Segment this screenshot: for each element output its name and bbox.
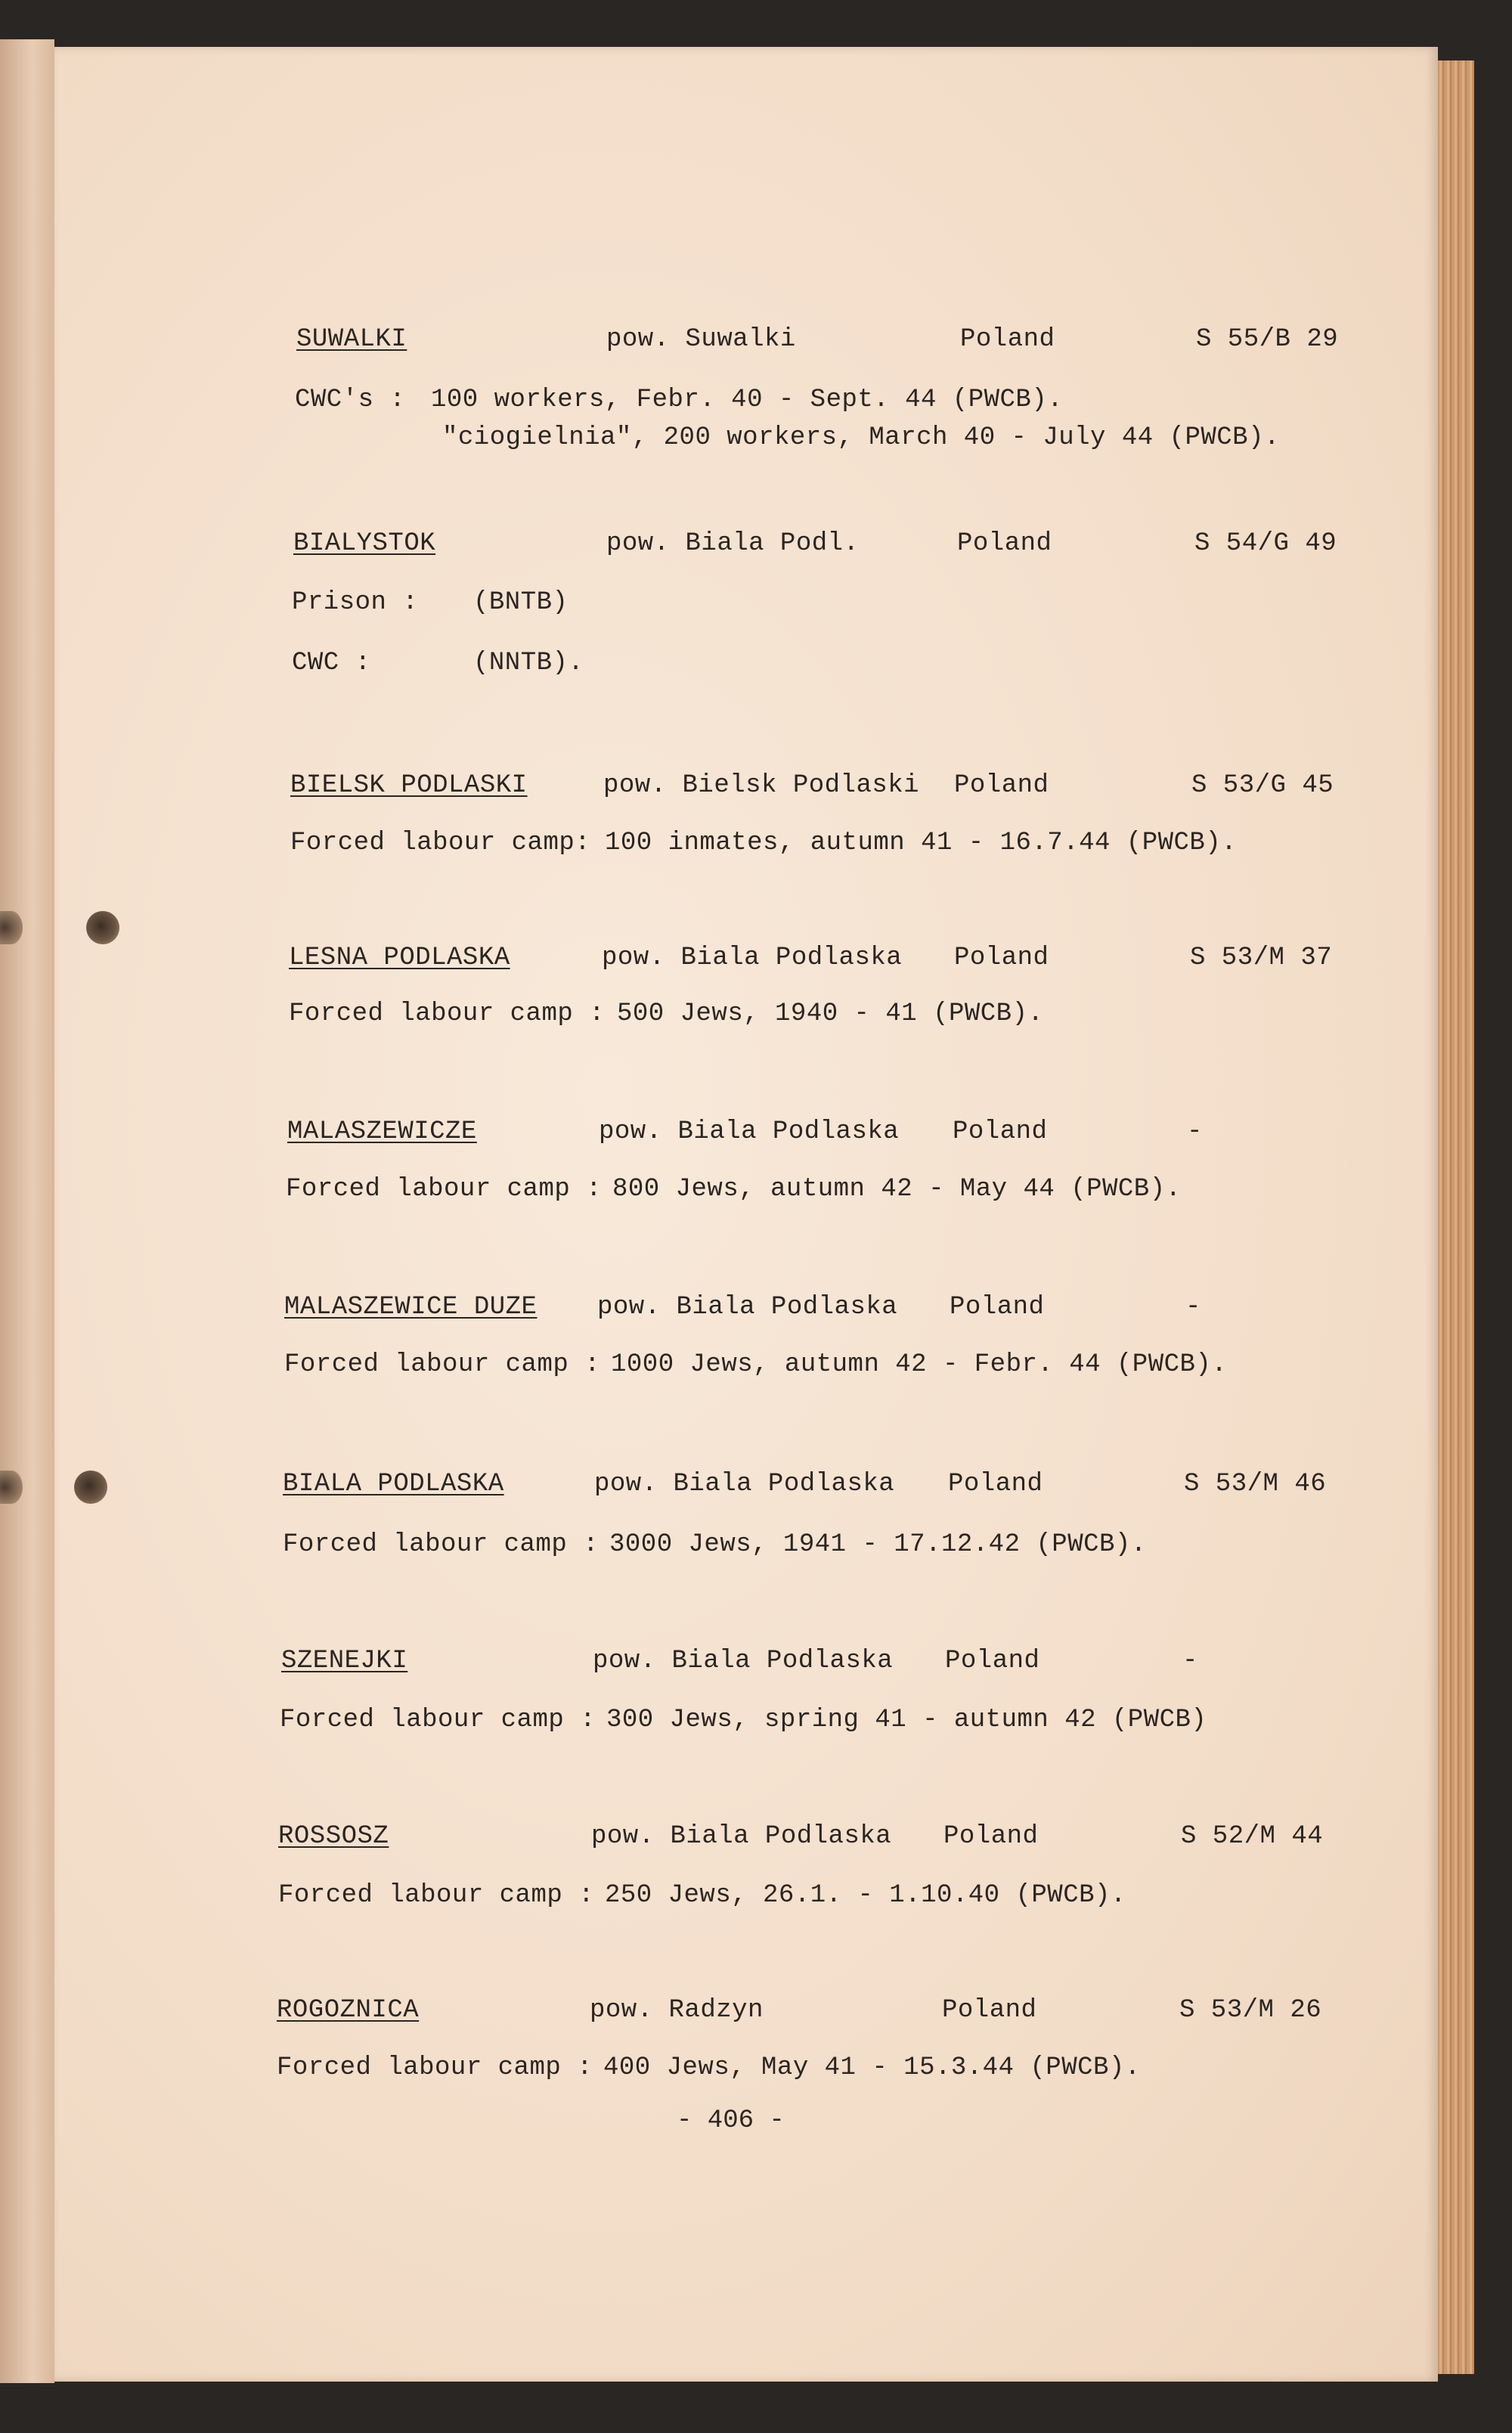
country: Poland	[957, 529, 1052, 558]
place-name: LESNA PODLASKA	[289, 944, 510, 972]
entry-detail: 500 Jews, 1940 - 41 (PWCB).	[617, 1000, 1044, 1028]
map-reference: -	[1182, 1647, 1198, 1675]
map-reference: S 53/M 26	[1179, 1996, 1322, 2025]
place-name: MALASZEWICZE	[287, 1117, 477, 1146]
place-name: BIALA PODLASKA	[283, 1470, 504, 1499]
entry-detail: 3000 Jews, 1941 - 17.12.42 (PWCB).	[609, 1530, 1147, 1559]
district: pow. Biala Podl.	[606, 529, 860, 558]
district: pow. Biala Podlaska	[597, 1293, 898, 1322]
entry-detail: 1000 Jews, autumn 42 - Febr. 44 (PWCB).	[611, 1350, 1228, 1379]
place-name: BIALYSTOK	[293, 529, 436, 558]
page-number: - 406 -	[677, 2106, 785, 2135]
place-name: SZENEJKI	[281, 1647, 408, 1675]
entry-label: Forced labour camp :	[280, 1706, 596, 1734]
country: Poland	[948, 1470, 1043, 1499]
entry-detail: (BNTB)	[473, 588, 569, 617]
place-name: ROGOZNICA	[277, 1996, 420, 2025]
entry-detail: (NNTB).	[473, 649, 584, 677]
entry-detail: 400 Jews, May 41 - 15.3.44 (PWCB).	[603, 2053, 1141, 2082]
entry-detail: 100 inmates, autumn 41 - 16.7.44 (PWCB).	[605, 829, 1238, 857]
country: Poland	[945, 1647, 1040, 1675]
entry-label: Prison :	[292, 588, 419, 617]
entry-label: Forced labour camp :	[278, 1881, 595, 1910]
entry-label: CWC's :	[295, 386, 406, 414]
entry-label: Forced labour camp :	[289, 1000, 606, 1028]
district: pow. Bielsk Podlaski	[603, 771, 920, 800]
entry-label: Forced labour camp :	[283, 1530, 600, 1559]
district: pow. Radzyn	[590, 1996, 764, 2025]
map-reference: S 53/G 45	[1191, 771, 1334, 800]
district: pow. Suwalki	[606, 325, 796, 354]
district: pow. Biala Podlaska	[591, 1822, 892, 1851]
entry-label: Forced labour camp :	[277, 2053, 593, 2082]
place-name: SUWALKI	[296, 325, 407, 354]
entry-detail: 300 Jews, spring 41 - autumn 42 (PWCB)	[606, 1706, 1207, 1734]
punch-hole-left-page	[0, 911, 23, 944]
entry-detail: 800 Jews, autumn 42 - May 44 (PWCB).	[612, 1175, 1182, 1204]
map-reference: S 53/M 37	[1190, 944, 1333, 972]
map-reference: S 53/M 46	[1184, 1470, 1327, 1499]
country: Poland	[943, 1822, 1039, 1851]
country: Poland	[954, 944, 1049, 972]
district: pow. Biala Podlaska	[602, 944, 903, 972]
district: pow. Biala Podlaska	[599, 1117, 900, 1146]
entry-label: Forced labour camp :	[284, 1350, 601, 1379]
place-name: MALASZEWICE DUZE	[284, 1293, 538, 1322]
map-reference: -	[1187, 1117, 1203, 1146]
country: Poland	[954, 771, 1049, 800]
country: Poland	[960, 325, 1055, 354]
punch-hole	[86, 911, 119, 944]
entry-label: CWC :	[292, 649, 371, 677]
map-reference: S 52/M 44	[1181, 1822, 1324, 1851]
place-name: BIELSK PODLASKI	[290, 771, 528, 800]
district: pow. Biala Podlaska	[593, 1647, 894, 1675]
map-reference: S 54/G 49	[1194, 529, 1337, 558]
country: Poland	[953, 1117, 1048, 1146]
entry-detail: 250 Jews, 26.1. - 1.10.40 (PWCB).	[605, 1881, 1126, 1910]
country: Poland	[942, 1996, 1037, 2025]
entry-label: Forced labour camp :	[286, 1175, 603, 1204]
map-reference: S 55/B 29	[1196, 325, 1339, 354]
entry-label: Forced labour camp:	[290, 829, 591, 857]
entry-detail: "ciogielnia", 200 workers, March 40 - July 44 (PWCB).	[442, 423, 1280, 452]
district: pow. Biala Podlaska	[594, 1470, 895, 1499]
place-name: ROSSOSZ	[278, 1822, 389, 1851]
country: Poland	[950, 1293, 1045, 1322]
entry-detail: 100 workers, Febr. 40 - Sept. 44 (PWCB).	[431, 386, 1064, 414]
map-reference: -	[1185, 1293, 1201, 1322]
